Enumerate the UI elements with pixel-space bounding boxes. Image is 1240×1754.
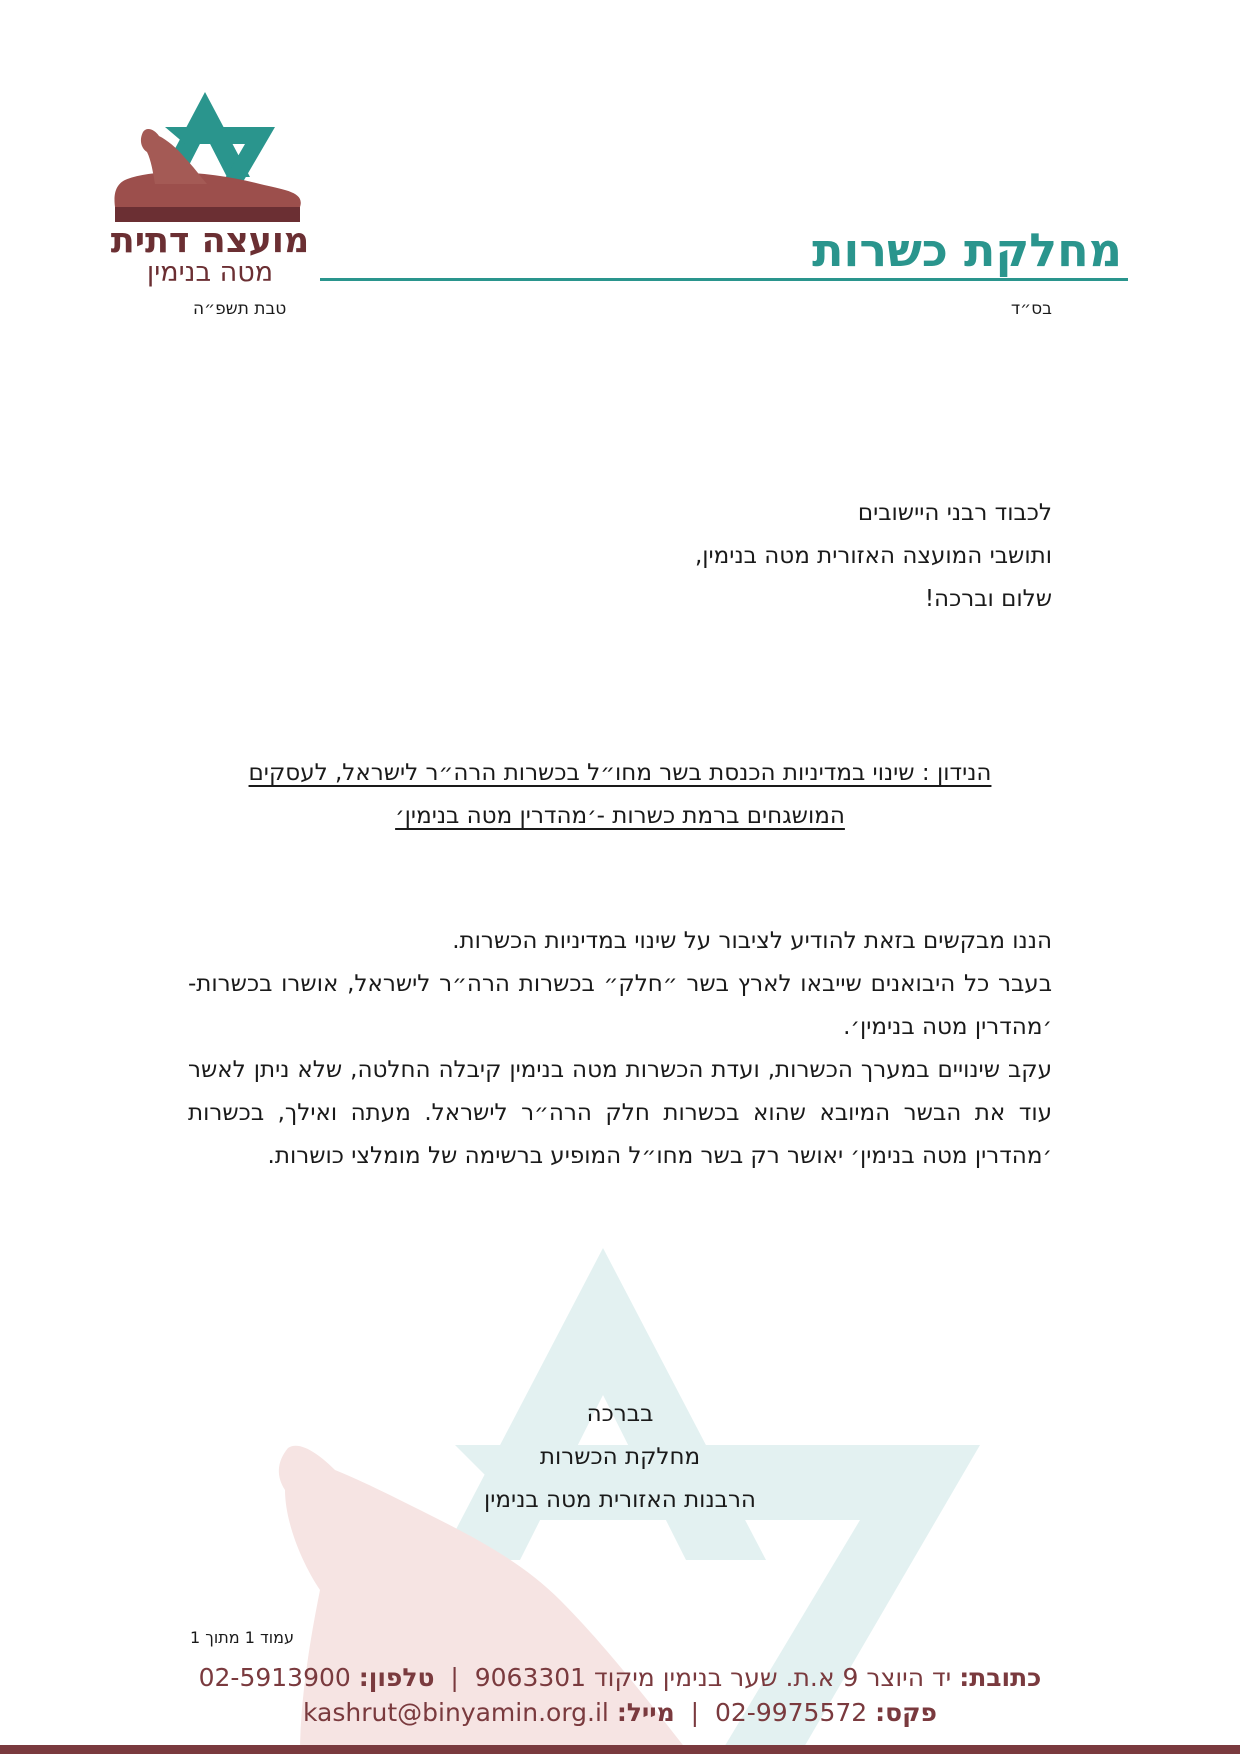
footer-contact-line-2 [80,1697,1160,1729]
header-divider [320,278,1128,281]
recipients-block [452,492,1052,621]
footer-contact-line-1 [80,1662,1160,1694]
department-title: מחלקת כשרות [812,223,1122,277]
phone-label: טלפון: [358,1663,435,1692]
greeting-line: שלום וברכה! [924,586,1052,612]
address-label: כתובת: [959,1663,1042,1692]
letter-date: טבת תשפ״ה [193,299,287,319]
subject-block [200,752,1040,838]
signoff-line-2: מחלקת הכשרות [539,1444,701,1470]
email-link[interactable]: kashrut@binyamin.org.il [303,1698,609,1727]
logo-emblem-icon [95,92,325,227]
body-paragraph-3: עקב שינויים במערך הכשרות, ועדת הכשרות מטה בנימין קיבלה החלטה, שלא ניתן לאשר עוד את הבשר המיובא שהוא בכשרות חלק הרה״ר לישראל. מעתה ואילך, בכשרות ׳מהדרין מטה בנימין׳ יאושר רק בשר מחו״ל המופיע ברשימה של מומלצי כושרות. [188,1057,1052,1169]
footer-bar [0,1745,1240,1754]
signoff-line-3: הרבנות האזורית מטה בנימין [484,1487,756,1513]
phone-value: 02-5913900 [198,1663,351,1692]
recipient-line-1: לכבוד רבני היישובים [857,500,1052,526]
council-name: מועצה דתית [110,221,310,261]
page-number: עמוד 1 מתוך 1 [190,1628,294,1647]
fax-label: פקס: [875,1698,937,1727]
body-paragraph-2: בעבר כל היבואנים שייבאו לארץ בשר ״חלק״ בכשרות הרה״ר לישראל, אושרו בכשרות- ׳מהדרין מטה בנימין׳. [188,971,1052,1040]
subject-line-2: המושגחים ברמת כשרות -׳מהדרין מטה בנימין׳ [395,803,845,829]
address-value: יד היוצר 9 א.ת. שער בנימין מיקוד 9063301 [474,1663,952,1692]
fax-value: 02-9975572 [715,1698,868,1727]
footer-separator: | [450,1663,459,1692]
body-paragraph-1: הננו מבקשים בזאת להודיע לציבור על שינוי במדיניות הכשרות. [452,928,1052,954]
letter-body [188,920,1052,1178]
signoff-line-1: בברכה [586,1401,654,1427]
bsd-mark: בס״ד [1010,299,1052,319]
email-label: מייל: [616,1698,675,1727]
footer-separator-2: | [690,1698,700,1727]
recipient-line-2: ותושבי המועצה האזורית מטה בנימין, [694,543,1052,569]
subject-line-1: הנידון : שינוי במדיניות הכנסת בשר מחו״ל בכשרות הרה״ר לישראל, לעסקים [248,760,992,786]
council-subtitle: מטה בנימין [146,257,274,288]
signature-block [420,1393,820,1522]
